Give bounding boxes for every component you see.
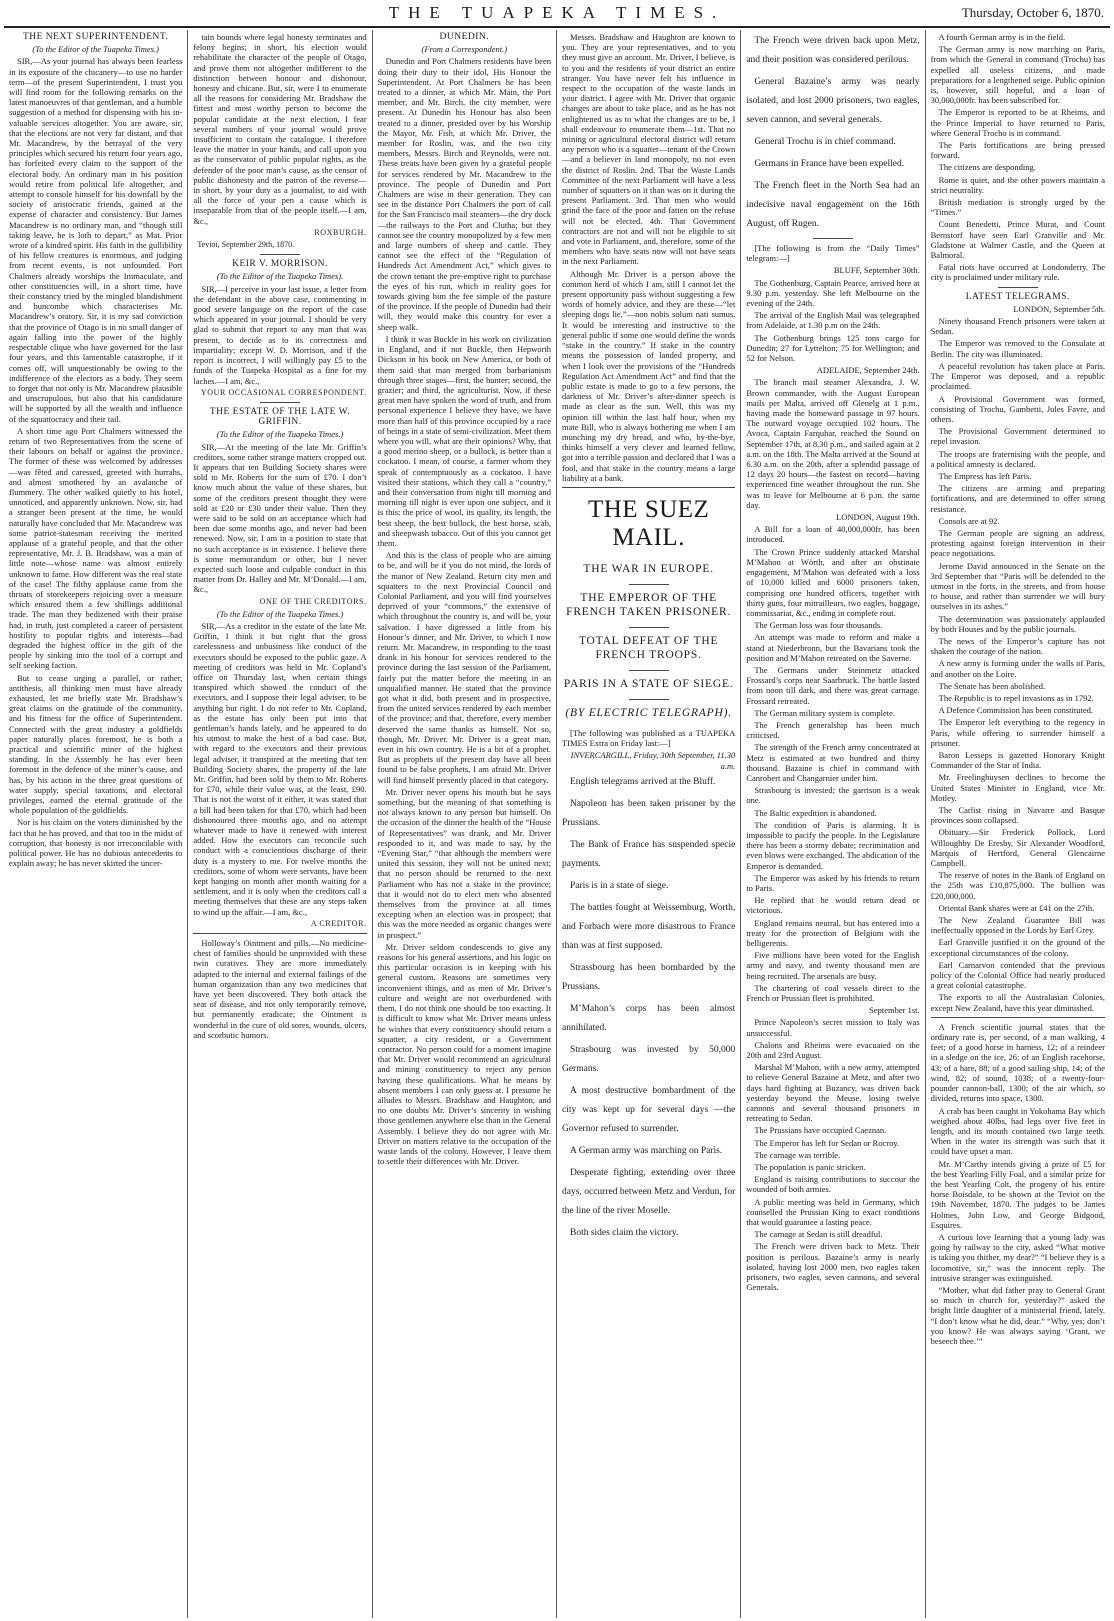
divider: [562, 487, 735, 488]
dateline: INVERCARGILL, Friday, 30th September, 11.30 a.m.: [570, 750, 736, 771]
news-paragraph: “Mother, what did father pray to General Grant so much in church for, yesterday?” asked the bright little daughter of a ministerial friend, lately. “I don’t know what he did, dear.” “Why, yes; don’t you know? He was always saying ‘Grant, we beseech thee.’”: [930, 1284, 1105, 1346]
telegram-item: M’Mahon’s corps has been almost annihilated.: [561, 1003, 736, 1033]
news-paragraph: The Carlist rising in Navarre and Basque provinces soon collapsed.: [930, 805, 1105, 826]
news-paragraph: The Prussians have occupied Caeznan.: [754, 1125, 887, 1136]
dateline: ADELAIDE, September 24th.: [816, 365, 920, 376]
telegram-item: General Trochu is in chief command.: [754, 137, 896, 147]
news-paragraph: The citizens are arming and preparing fortifications, and are determined to offer strong resistance.: [930, 483, 1105, 514]
war-heading: THE WAR IN EUROPE.: [583, 562, 714, 575]
signature: A CREDITOR.: [310, 918, 367, 928]
news-paragraph: The German military system is complete.: [754, 707, 895, 718]
news-paragraph: Chalons and Rheims were evacuated on the 20th and 23rd August.: [746, 1039, 920, 1061]
article-paragraph: tain bounds where legal honesty terminates and felony begins; in short, his election would rehabilitate the character of the people of Otago, and prove them not altogether indifferent to the distinction between honour and dishonour, honesty and chicane. But, sir, were I to enumerate all the reasons for considering Mr. Bradshaw the fittest and most worthy person to become the popular candidate at the next election, I fear several numbers of your journal would prove insufficient to contain the catalogue. I therefore leave the matter in your hands, and call upon you as the conservator of public popular rights, as the defender of the poor man’s cause, as the censor of public dishonesty and the patron of the reverse—in short, by your duty as a journalist, to aid with all the force of your pen a cause which is inseparable from that of the people itself.—I am, &c.,: [193, 32, 367, 226]
telegram-list: [746, 32, 919, 234]
news-paragraph: The reserve of notes in the Bank of England on the 25th was £10,875,000. The bullion was £20,000,000.: [930, 870, 1105, 901]
news-paragraph: Oriental Bank shares were at £41 on the 27th.: [938, 902, 1095, 913]
telegram-item: Paris is in a state of siege.: [569, 880, 669, 891]
divider: [998, 287, 1038, 288]
news-paragraph: The Republic is to repel invasions as in 1792.: [938, 692, 1094, 703]
news-paragraph: The chartering of coal vessels direct to the French or Prussian fleet is prohibited.: [746, 982, 920, 1004]
article-paragraph: I think it was Buckle in his work on civilization in England, and if not Buckle, then Hepworth Dickson in his book on New America, or both of them said that man merged from barbarianism through three stages—first, the hunter; second, the grazier; and third, the agriculturist. Now, if these great men have spoken the word of truth, and from personal experience I believe they have, we have more than half of this province occupied by a race of beings in a state of semi-civilization. Meet them where you will, what are their opinions? Why, that a good merino sheep, or a bullock, is better than a cockatoo. I mean, of course, a farmer whom they speak of contemptuously as a cockatoo. I have visited their stations, which they call a “country,” and their conversation from night till morning and morning till night is ever upon one subject, and it is this: the price of wool, its quality, its length, the best sheep, the best bullock, the best horse, scab, and sheepwash tobacco. Out of this you cannot get them.: [377, 333, 551, 548]
news-paragraph: Marshal M’Mahon, with a new army, attempted to relieve General Bazaine at Metz, and after two days hard fighting at Buzancy, was driven back yesterday beyond the Meuse, losing twelve cannons and several thousand prisoners in retreating to Sedan.: [746, 1062, 920, 1124]
news-paragraph: The Crown Prince suddenly attacked Marshal M’Mahon at Wörth, and after an obstinate engagement, M’Mahon was defeated with a loss of 10,000 killed and 6000 prisoners taken, comprising one hundred officers, together with thirty guns, four mitrailleurs, two eagles, baggage, commissariat, &c., ending in complete rout.: [746, 546, 920, 618]
news-paragraph: The French were driven back to Metz. Their position is perilous. Bazaine’s army is nearly isolated, having lost 2000 men, two eagles taken prisoners, two eagles, seven cannons, and several Generals.: [746, 1241, 920, 1293]
article-subheading: (To the Editor of the Tuapeka Times.): [216, 608, 344, 619]
news-paragraph: An attempt was made to reform and make a stand at Niederbronn, but the Bavarians took the position and M’Mahon retreated on the Saverne.: [746, 632, 920, 663]
latest-telegrams-heading: LATEST TELEGRAMS.: [965, 291, 1070, 302]
divider: [629, 699, 669, 700]
news-paragraph: The German loss was four thousands.: [754, 620, 883, 631]
article-paragraph: But to cease urging a parallel, or rather, antithesis, all thinking men must have already exhausted, let me briefly state Mr. Bradshaw’s great claims on the gratitude of the community, and his fitness for the office of Superintendent. Connected with the great industry a goldfields paper naturally places foremost, he is both a practical and scientific miner of the highest standing. In the Assembly he has ever been foremost in the defence of the miner’s cause, and has, by his action in the three great questions of water supply, special taxations, and electoral privileges, earned the eternal gratitude of the whole population of the goldfields.: [9, 672, 183, 816]
news-paragraph: A Defence Commission has been constituted.: [938, 705, 1094, 716]
divider: [193, 933, 366, 934]
column-2: [188, 30, 372, 1618]
news-paragraph: The Emperor was asked by his friends to return to Paris.: [746, 872, 920, 893]
news-paragraph: A new army is forming under the walls of Paris, and another on the Loire.: [930, 658, 1105, 679]
article-paragraph: Mr. Driver never opens his mouth but he says something, but the meaning of that something is not always known to any person but himself. On the occasion of the dinner the health of the “House of Representatives” was drank, and Mr. Driver responded to it, and was made to say, by the “Evening Star,” “that although the members were united this session, they will not be united next; that no person should be returned to the next Parliament who has not a stake in the province; that it would not do to elect men who absented themselves from the province at all times excepting when an election was in prospect; that this was the more needed as organic changes were in prospect.”: [377, 786, 551, 940]
article-heading: THE ESTATE OF THE LATE W. GRIFFIN.: [209, 406, 351, 428]
masthead: [4, 0, 1110, 28]
news-paragraph: Mr. M’Carthy intends giving a prize of £5 for the best Yearling Filly Foal, and a similar prize for the best Yearling Colt, the progeny of his entire horse Boisdale, to be shown at the Teviot on the 19th November, 1870. The judges to be James Holmes, John Low, and George Bidgood, Esquires.: [930, 1158, 1105, 1230]
telegraph-heading: (BY ELECTRIC TELEGRAPH).: [565, 706, 732, 719]
news-paragraph: A French scientific journal states that the ordinary rate is, per second, of a man walking, 4 feet; of a good horse in harness, 12; of a reindeer in a sledge on the ice, 26; of an English racehorse, 43; of a hare, 88; of a good sailing ship, 14; of the wind, 82; of sound, 1038; of a twenty-four-pounder cannon-ball, 1300; of the air which, so divided, returns into space, 1300.: [930, 1021, 1105, 1104]
article-paragraph: SIR,—I perceive in your last issue, a letter from the defendant in the above case, commenting in good severe language on the report of the case which appeared in your journal. I should be very glad to submit that report to any man that was present, to decide as to its correctness and impartiality; except W. D. Morrison, and if the report is incorrect, I will willingly pay £5 to the funds of the Tuapeka Hospital as a fine for my laches.—I am, &c.,: [193, 283, 367, 386]
article-paragraph: SIR,—At the meeting of the late Mr. Griffin’s creditors, some rather strange matters cropped out. It appears that ten Building Society shares were sold to Mr. Roberts for the sum of £70. I don’t know much about the value of these shares, but some of the creditors present thought they were sold at £20 or £30 under their value. Then they were said to be sold on an acceptance which had been due some months ago, and never had been renewed. Now, sir, I am in a position to state that no such acceptance is in existence. I believe there is some memorandum or other, but I never expected such loose and culpable conduct in this matter from Dr. Halley and Mr. M’Donald.—I am, &c.,: [193, 441, 367, 595]
dateline: September 1st.: [869, 1005, 920, 1016]
divider: [629, 627, 669, 628]
advertisement-paragraph: Holloway’s Ointment and pills.—No medicine-chest of families should be unprovided with these twin curatives. They are more immediately adapted to the internal and external failings of the human organization than any two medicines that have yet been discovered. They both attack the seat of disease, and not only temporarily remove, but permanently eradicate; the Ointment is wonderful in the cure of old sores, wounds, ulcers, and scorbutic humors.: [193, 938, 367, 1040]
telegram-item: A most destructive bombardment of the city was kept up for several days —the Governor refused to surrender.: [561, 1085, 736, 1134]
article-subheading: (To the Editor of the Tuapeka Times.): [32, 44, 159, 55]
news-paragraph: Count Benedetti, Prince Murat, and Count Bernstorf have seen Earl Granville and Mr. Gladstone at Walmer Castle, and the Queen at Balmoral.: [930, 219, 1105, 261]
telegram-item: The French were driven back upon Metz, and their position was considered perilous.: [746, 36, 920, 65]
news-paragraph: The Provisional Government determined to repel invasion.: [930, 426, 1105, 447]
news-paragraph: The carnage was terrible.: [754, 1149, 841, 1160]
news-paragraph: The strength of the French army concentrated at Metz is estimated at two hundred and thirty thousand. Bazaine is chief in command with Canrobert and Changarnier under him.: [746, 742, 920, 783]
dateline: LONDON, August 19th.: [836, 512, 920, 523]
signature: YOUR OCCASIONAL CORRESPONDENT.: [200, 387, 367, 397]
column-4: [557, 30, 741, 1618]
dateline: LONDON, September 5th.: [1013, 303, 1105, 314]
news-paragraph: A Provisional Government was formed, consisting of Trochu, Gambetti, Jules Favre, and others.: [930, 393, 1105, 424]
divider: [931, 1017, 1105, 1018]
news-paragraph: Mr. Freelinghuysen declines to become the United States Minister in England, vice Mr. Motley.: [930, 772, 1105, 803]
news-paragraph: The Baltic expedition is abandoned.: [754, 807, 877, 818]
news-paragraph: The Paris fortifications are being pressed forward.: [930, 140, 1105, 161]
telegram-item: A German army was marching on Paris.: [569, 1145, 723, 1156]
telegram-item: General Bazaine’s army was nearly isolated, and lost 2000 prisoners, two eagles, seven cannon, and several generals.: [746, 77, 920, 125]
signature: ONE OF THE CREDITORS.: [259, 596, 367, 606]
signature-place: Teviot, September 29th, 1870.: [197, 240, 295, 250]
telegram-item: Desperate fighting, extending over three days, occurred between Metz and Verdun, for the line of the river Moselle.: [561, 1167, 736, 1216]
article-subheading: (From a Correspondent.): [421, 44, 508, 55]
news-paragraph: The German people are signing an address, protesting against foreign intervention in their peace negotiations.: [930, 527, 1105, 559]
news-paragraph: The determination was passionately applauded by both Houses and by the public journals.: [930, 613, 1105, 634]
news-paragraph: British mediation is strongly urged by the “Times.”: [930, 197, 1105, 218]
news-paragraph: Earl Granville justified it on the ground of the exceptional circumstances of the colony.: [930, 937, 1105, 958]
news-paragraph: Prince Napoleon’s secret mission to Italy was unsuccessful.: [746, 1017, 920, 1038]
news-paragraph: The Emperor is reported to be at Rheims, and the Prince Imperial to have returned to Paris, where General Trocho is in command.: [930, 107, 1105, 138]
telegram-item: English telegrams arrived at the Bluff.: [569, 776, 716, 787]
article-paragraph: SIR,—As a creditor in the estate of the late Mr. Griffin, I think it but right that the gross carelessness and unbusiness like conduct of the executors should be exposed to the public gaze. A meeting of creditors was held in Mr. Copland’s office on Thursday last, when certain things transpired which showed the conduct of the executors, and I suppose their legal adviser, to be anything but right. I do not refer to Mr. Copland, as the estate has only been put into that gentleman’s hands lately, and he appeared to do his utmost to make the best of a bad case. But, with regard to the executors and their previous legal adviser, it transpired at the meeting that ten Building Society shares, the property of the late Mr. Griffin, had been sold by them to Mr. Roberts for £70, while their value was, at the least, £90. That is not the worst of it either, it was stated that a bill had been taken for that £70, which had been dishonoured three months ago, and no attempt whatever made to have it renewed with interest added. How the executors can reconcile such conduct with a conscientious discharge of their duty is a mystery to me. For twelve months the creditors, some of whom were servants, have been kept hanging on month after month waiting for a settlement, and it is only when the creditors call a meeting themselves that these are any steps taken to wind up the affair.—I am, &c.,: [193, 620, 367, 917]
news-paragraph: Obituary.—Sir Frederick Pollock, Lord Willoughby De Eresby, Sir Alexander Woodford, Marquis of Hertford, General Glencairne Campbell.: [930, 827, 1105, 869]
news-paragraph: Fatal riots have occurred at Londonderry. The city is proclaimed under military rule.: [930, 262, 1105, 283]
article-paragraph: Nor is his claim on the voters diminished by the fact that he has proved, and that too in the midst of corruption, that honesty is not irreconcilable with political power. He has no dubious antecedents to explain away; he has never skirted the uncer-: [9, 817, 183, 869]
news-paragraph: The arrival of the English Mail was telegraphed from Adelaide, at 1.30 p.m on the 24th.: [746, 310, 920, 331]
telegram-item: Germans in France have been expelled.: [754, 159, 905, 169]
news-paragraph: Earl Carnarvon contended that the previous policy of the Colonial Office had nearly produced a great colonial catastrophe.: [930, 959, 1105, 991]
news-paragraph: Ninety thousand French prisoners were taken at Sedan.: [930, 316, 1105, 337]
news-paragraph: The news of the Emperor’s capture has not shaken the courage of the nation.: [930, 635, 1105, 657]
news-paragraph: The troops are fraternising with the people, and a political amnesty is declared.: [930, 448, 1105, 469]
news-paragraph: The exports to all the Australasian Colonies, except New Zealand, have this year diminished.: [930, 992, 1105, 1013]
divider: [260, 254, 300, 255]
newspaper-title: THE TUAPEKA TIMES.: [388, 3, 726, 22]
column-6: [926, 30, 1110, 1618]
column-5: [741, 30, 925, 1618]
news-paragraph: A Bill for a loan of 40,000,000fr. has been introduced.: [746, 524, 920, 545]
emperor-heading: THE EMPEROR OF THE FRENCH TAKEN PRISONER.: [566, 591, 732, 618]
news-paragraph: The Germans under Steinmetz attacked Frossard’s corps near Saarbruck. The battle lasted from noon till dark, and there was great carnage. Frossard retreated.: [746, 664, 920, 706]
article-subheading: (To the Editor of the Tuapeka Times).: [216, 271, 344, 282]
divider: [813, 238, 853, 239]
divider: [629, 670, 669, 671]
news-paragraph: The Emperor was removed to the Consulate at Berlin. The city was illuminated.: [930, 338, 1105, 359]
divider: [629, 584, 669, 585]
article-paragraph: Mr. Driver seldom condescends to give any reasons for his general assertions, and his logic on this particular occasion is in keeping with his general custom. Reasons are sometimes very inconvenient things, and as men of Mr. Driver’s culture and weight are not overburdened with them, I do not think one should be too exacting. It is difficult to know what Mr. Driver means unless he wishes that every constituency should return a squatter, a city resident, or a Government contractor. No person could for a moment imagine that Mr. Driver would recommend an agricultural and mining constituency to reject any person having these qualifications. What he means by absent members I can only guess at. I presume he alludes to Messrs. Bradshaw and Haughton, and no one doubts Mr. Driver’s sincerity in wishing those gentlemen anywhere else than in the General Assembly. I believe they do not agree with Mr. Driver on matters relative to the occupation of the waste lands of the colony. However, I leave them to settle their differences with Mr. Driver.: [377, 941, 551, 1167]
telegram-item: The Bank of France has suspended specie payments.: [561, 839, 736, 869]
news-paragraph: The French generalship has been much criticised.: [746, 719, 920, 741]
news-paragraph: The carnage at Sedan is still dreadful.: [754, 1229, 883, 1240]
article-paragraph: Although Mr. Driver is a person above the common herd of which I am, still I cannot let the present opportunity pass without suggesting a few words of homely advice, and they are these—“let sleeping dogs lie,”—non nobis solum nati sumus. It would be interesting and instructive to the general public if some one would define the words “stake in the country.” If stake in the country means the possession of landed property, and when I look over the provisions of the “Hundreds Regulation Act Amendment Act” and find that the public estate is made to go to a few persons, the darkness of Mr. Driver’s after-dinner speech is made as clear as the sun. Well, this was my opinion till within the last half hour, when my mate Bill, who is always bothering me when I am munching my dry bread, and who, by-the-bye, thinks himself a very clever and learned fellow, got into a terrible passion and declared that I was a fool, and that stake in the country means a large liability at a bank.: [561, 268, 736, 483]
news-paragraph: Jerome David announced in the Senate on the 3rd September that “Paris will be defended to the utmost in the forts, in the streets, and from house to house, and rather than surrender we will bury ourselves in its ashes.”: [930, 560, 1105, 612]
news-paragraph: The citizens are desponding.: [938, 162, 1036, 173]
defeat-heading: TOTAL DEFEAT OF THE FRENCH TROOPS.: [578, 634, 719, 661]
news-paragraph: England is raising contributions to succour the wounded of both armies.: [746, 1174, 920, 1195]
news-paragraph: Consols are at 92.: [938, 515, 1000, 526]
news-paragraph: The New Zealand Guarantee Bill was ineffectually opposed in the Lords by Earl Grey.: [930, 915, 1105, 936]
article-paragraph: SIR,—As your journal has always been fearless in its exposure of the chicanery—to use no harder term—of the present Superintendent, I trust you will find room for the following remarks on the latest manoeuvres of that gentleman, and a humble suggestion of a method for dispensing with his in-valuable services altogether. You are aware, sir, that the elections are not very far distant, and that Mr. Macandrew, by the betrayal of the very principles which secured his return four years ago, has forfeited every claim to the support of the electoral body. An ordinary man in his position would retire from political life altogether, and attempt to console himself for his downfall by the society of aristocratic friends, gained at the expense of character and consistency. But James Macandrew is no ordinary man, and “though still taking leave, he is loth to depart,” as Mat. Prior wrote of a kindred spirit. His faith in the gullibility of his fellow creatures is enormous, and judging from recent events, is not unfounded. Port Chalmers already worships the Immaculate, and other constituencies will, in a short time, have their constancy tried by the mingled blandishment and buncombe which characterises Mr. Macandrew’s oratory. Sir, it is my sad conviction that the province of Otago is in no small danger of again falling into the power of the highly respectable clique who have governed for the last four years, and this lamentable catastrophe, if it comes off, will unquestionably be owing to the indifference of the electors as a body. They seem to forget that not only is Mr. Macandrew plausible and unscrupulous, but also that his candidature will be supported by all the wealth and influence of the squattocracy and their tail.: [9, 56, 183, 424]
telegram-item: Strassbourg has been bombarded by the Prussians.: [561, 962, 736, 992]
telegram-list: [562, 773, 735, 1243]
news-paragraph: A peaceful revolution has taken place at Paris. The Emperor was deposed, and a republic proclaimed.: [930, 360, 1105, 392]
column-1: [4, 30, 188, 1618]
dateline: BLUFF, September 30th.: [833, 265, 920, 276]
news-paragraph: The population is panic stricken.: [754, 1162, 866, 1173]
news-paragraph: The condition of Paris is alarming. It is impossible to pacify the people. In the Legislature there has been a stormy debate; recrimination and even blows were exchanged. The abdication of the Emperor is demanded.: [746, 819, 920, 871]
issue-date: Thursday, October 6, 1870.: [961, 5, 1104, 20]
news-paragraph: A fourth German army is in the field.: [938, 32, 1066, 42]
news-paragraph: Five millions have been voted for the English army and navy, and twenty thousand men are being recruited. The arsenals are busy.: [746, 950, 920, 981]
signature: ROXBURGH.: [314, 227, 367, 237]
columns: [4, 30, 1110, 1618]
news-paragraph: A crab has been caught in Yokohama Bay which weighed about 40lbs, had legs over five feet in length, and its mouth contained two large teeth. When in the water its strength was such that it could have upset a man.: [930, 1105, 1105, 1157]
article-paragraph: And this is the class of people who are aiming to be, and will be if you do not mind, the lords of the manor of New Zealand. Return city men and squatters to the next Provincial Council and Colonial Parliament, and you will find yourselves deprived of your “commons,” the extensive of which throughout the country is, and will be, your salvation. I have digressed a little from his Honour’s dinner, and Mr. Driver, to which I now return. Mr. Macandrew, in responding to the toast drank in his honour for services rendered to the province during the last session of the Parliament, fairly put the matter before the meeting in an unqualified manner. He stated that the province got what it did, both present and in prospective, from the united services rendered by each member of the province; and that, therefore, every member deserved the same thanks as himself. Not so, though, Mr. Driver. Mr. Driver is a great man, even in his own country. He is a bit of a prophet. But as prophets of the present day have all been found to be false prophets, I am afraid Mr. Driver will find himself presently placed in that category.: [377, 550, 551, 785]
news-paragraph: Strasbourg is invested; the garrison is a weak one.: [746, 785, 920, 806]
news-paragraph: A public meeting was held in Germany, which counselled the Prussian King to exact conditions that would guarantee a lasting peace.: [746, 1196, 920, 1228]
article-paragraph: Dunedin and Port Chalmers residents have been doing their duty to their idol, His Honour the Superintendent. At Port Chalmers he has been treated to a dinner, at which Mr. Main, the Port member, and Mr. Birch, the city member, were present. At Dunedin his Honour has also been treated to a dinner, presided over by his Worship the Mayor, Mr. Fish, at which Mr. Driver, the member for Roslin, was, and the two city members, Messrs. Birch and Reynolds, were not. These treats have been given by a grateful people for services rendered by Mr. Macandrew to the province. The people of Dunedin and Port Chalmers are wise in their generation. They can see in the distance Port Chalmers the port of call for the San Francisco mail steamers—the dry dock—the railways to the Port and Clutha; but they cannot see the country monopolized by a few men and large numbers of sheep and cattle. They cannot see the effect of the “Regulation of Hundreds Act Amendment Act,” which gives to the crown tenant the pre-emptive right to purchase the eyes of his run, which in reality goes for towards giving him the fee simple of the pasture of the province. If the people of Dunedin had their will, they would make this country for ever a sheep walk.: [377, 56, 551, 332]
suez-mail-heading: THE SUEZ MAIL.: [587, 495, 710, 551]
divider: [260, 402, 300, 403]
news-paragraph: The Senate has been abolished.: [938, 680, 1046, 691]
news-paragraph: England remains neutral, but has entered into a treaty for the protection of Belgium with the belligerents.: [746, 917, 920, 948]
telegram-item: Strasbourg was invested by 50,000 Germans.: [561, 1044, 736, 1074]
news-paragraph: The Empress has left Paris.: [938, 470, 1032, 481]
news-paragraph: The Emperor has left for Sedan or Rocroy.: [754, 1137, 900, 1148]
news-paragraph: The branch mail steamer Alexandra, J. W. Brown commander, with the August European mails per Malta, arrived off Glenelg at 1 p.m., having made the homeward passage in 97 hours. The outward voyage occupied 102 hours. The Avoca, Captain Farquhar, reached the Sound on September 17th, at 8.30 p.m., and sailed again at 2 a.m. on the 18th. The Malta arrived at the Sound at 6.30 a.m. on the 20th, after a splendid passage of 12 days 20 hours—the fastest on record—having experienced fine weather throughout the run. She was to leave for Melbourne at 6 p.m. the same day.: [746, 377, 920, 510]
article-heading: KEIR V. MORRISON.: [232, 259, 328, 270]
intro-note: [The following was published as a TUAPEKA TIMES Extra on Friday last:—]: [561, 727, 736, 749]
telegram-item: Napoleon has been taken prisoner by the Prussians.: [561, 798, 736, 828]
article-paragraph: Messrs. Bradshaw and Haughton are known to you. They are your representatives, and to you they must give an account. Mr. Driver, I believe, is to you and the residents of your district an entire stranger. You have never felt his influence in respect to the occupation of the waste lands in your district. I agree with Mr. Driver that organic changes are about to take place, and as he has not enlightened us as to what the changes are to be, I shall endeavour to enumerate them—1st. That no mining or agricultural electoral district will return any person who is a squatter—tenant of the Crown—and a believer in land monopoly, no not even the district of Roslin. 2nd. That the Waste Lands Committee of the next Parliament will have a less number of squatters on it than was on it during the present Parliament. 3rd. That men who would grind the face of the poor and fatten on the refuse will not be elected. 4th. That Government contractors are not and will not be eligible to sit and vote in Parliament, and, therefore, some of the members who have seats now will not have seats in the next Parliament.: [561, 32, 736, 267]
column-3: [373, 30, 557, 1618]
news-paragraph: Baron Lesseps is gazetted Honorary Knight Commander of the Star of India.: [930, 750, 1105, 771]
telegram-item: The French fleet in the North Sea had an indecisive naval engagement on the 16th August, off Rugen.: [746, 181, 920, 229]
news-paragraph: Rome is quiet, and the other powers maintain a strict neutrality.: [930, 174, 1105, 195]
telegram-item: Both sides claim the victory.: [569, 1227, 679, 1238]
news-paragraph: A curious love learning that a young lady was going by railway to the city, asked “What motive is taking you thither, my dear?” “I believe they is a locomotive, sir,” was the innocent reply. The intrusive stranger was extinguished.: [930, 1231, 1105, 1283]
news-paragraph: He replied that he would return dead or victorious.: [746, 895, 920, 916]
news-paragraph: The Gothenburg, Captain Pearce, arrived here at 9.30 p.m. yesterday. She left Melbourne on the evening of the 24th.: [746, 277, 920, 309]
news-paragraph: The Emperor left everything to the regency in Paris, while offering to surrender himself a prisoner.: [930, 717, 1105, 748]
telegram-item: The battles fought at Weissemburg, Worth, and Forbach were more disastrous to France than was at first supposed.: [561, 902, 736, 951]
news-paragraph: The German army is now marching on Paris, from which the General in command (Trochu) has expelled all useless citizens, and made preparations for a lengthened seige. Public opinion is, however, still hopeful, and a loan of 30,000,000fr. has been subscribed for.: [930, 44, 1105, 106]
article-subheading: (To the Editor of the Tuapeka Times.): [216, 429, 344, 440]
intro-note: [The following is from the “Daily Times” telegram:—]: [746, 243, 920, 264]
article-heading: DUNEDIN.: [439, 32, 490, 42]
article-heading: THE NEXT SUPERINTENDENT.: [22, 32, 169, 42]
article-paragraph: A short time ago Port Chalmers witnessed the return of two Representatives from the scene of their labours on behalf or against the province. The former of these was welcomed by addresses—was fêted and caressed, greeted with hurrahs, and almost smothered by an avalanche of flummery. The other walked quietly to his hotel, unnoticed, and apparently unknown. Now, sir, had a stranger been present at the time, he would naturally have concluded that Mr. Macandrew was some patriot-statesman receiving the merited applause of a grateful people, and that the other representative, Mr. J. B. Bradshaw, was a man of little note—whose name was almost entirely unknown to fame. How different was the real state of the case! The filthy applause came from the throats of storekeepers rejoicing over a measure which ensured them a few shillings additional trade. The man they bedizened with their praise had, in truth, just completed a career of persistent hostility to popular rights and interests—had degraded the highest office in the gift of the people by sinking into the tool of a corrupt and self seeking faction.: [9, 425, 183, 671]
paris-heading: PARIS IN A STATE OF SIEGE.: [563, 677, 734, 690]
news-paragraph: The Gothenburg brings 125 tons cargo for Dunedin; 27 for Lyttelton; 75 for Wellington; and 52 for Nelson.: [746, 332, 920, 364]
